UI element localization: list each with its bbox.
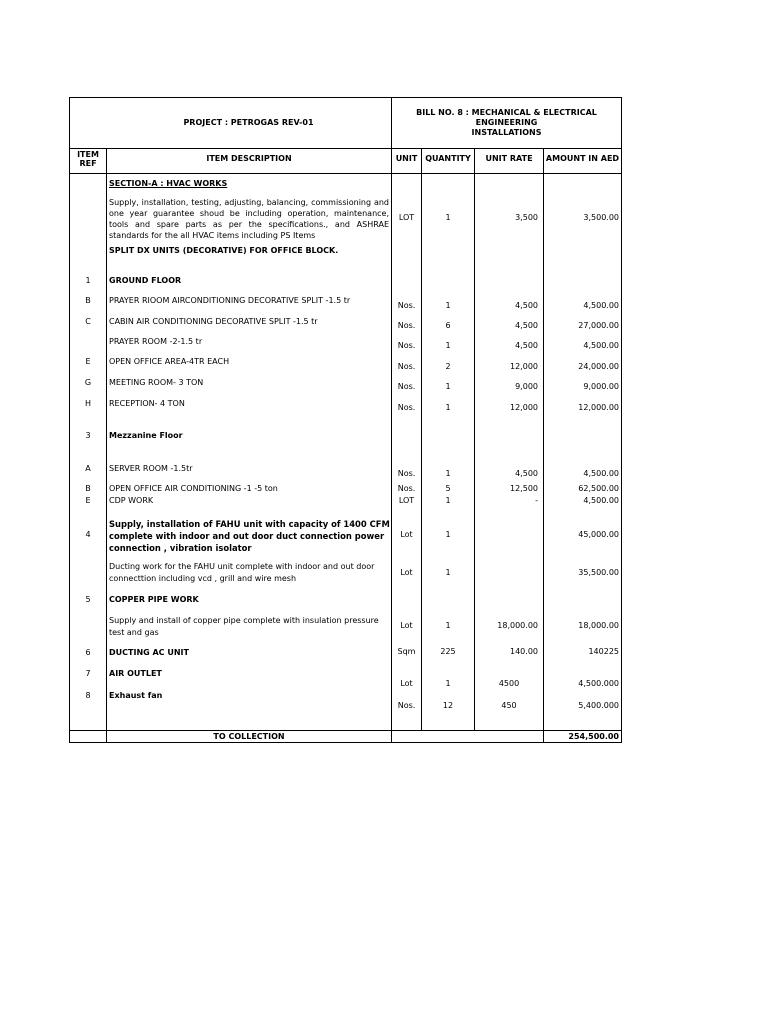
copper-title: COPPER PIPE WORK xyxy=(109,595,199,604)
mz-item-2-qty: 5 xyxy=(445,484,451,493)
gf-item-6-unit: Nos. xyxy=(397,403,416,412)
air-outlet-qty: 1 xyxy=(445,679,451,688)
bill-title-line-1: BILL NO. 8 : MECHANICAL & ELECTRICAL xyxy=(416,108,597,117)
air-outlet-unit: Lot xyxy=(400,679,413,688)
ground-floor-title: GROUND FLOOR xyxy=(109,276,182,285)
gf-item-1-desc: PRAYER RIOOM AIRCONDITIONING DECORATIVE SPLIT -1.5 tr xyxy=(109,296,351,305)
mezzanine-title: Mezzanine Floor xyxy=(109,431,183,440)
mz-item-2-unit: Nos. xyxy=(397,484,416,493)
mz-item-1-amount: 4,500.00 xyxy=(583,469,619,478)
gf-item-3-qty: 1 xyxy=(445,341,451,350)
fahu-line-2: complete with indoor and out door duct connection power xyxy=(109,531,385,541)
mz-item-1-qty: 1 xyxy=(445,469,451,478)
gf-item-6-amount: 12,000.00 xyxy=(578,403,619,412)
gf-item-2-amount: 27,000.00 xyxy=(578,321,619,330)
fahu-line-3: connection , vibration isolator xyxy=(109,543,252,553)
collection-total: 254,500.00 xyxy=(568,732,619,741)
ducting-work-qty: 1 xyxy=(445,568,451,577)
mz-item-3-qty: 1 xyxy=(445,496,451,505)
gf-item-5-desc: MEETING ROOM- 3 TON xyxy=(109,378,204,387)
copper-line-2: test and gas xyxy=(109,628,159,637)
supply-rate: 3,500 xyxy=(515,213,538,222)
divider-qty-rate xyxy=(474,148,475,730)
gf-item-6-qty: 1 xyxy=(445,403,451,412)
ducting-work-line-1: Ducting work for the FAHU unit complete with indoor and out door xyxy=(109,562,375,571)
gf-item-2-unit: Nos. xyxy=(397,321,416,330)
fahu-ref: 4 xyxy=(85,530,91,539)
col-item-description: ITEM DESCRIPTION xyxy=(206,154,292,163)
gf-item-5-unit: Nos. xyxy=(397,382,416,391)
gf-item-4-rate: 12,000 xyxy=(510,362,538,371)
to-collection-label: TO COLLECTION xyxy=(213,732,285,741)
col-unit-rate: UNIT RATE xyxy=(485,154,533,163)
fahu-amount: 45,000.00 xyxy=(578,530,619,539)
footer-divider xyxy=(70,730,621,731)
exhaust-ref: 8 xyxy=(85,691,91,700)
ducting-ac-unit: Sqm xyxy=(397,647,416,656)
gf-item-2-rate: 4,500 xyxy=(515,321,538,330)
copper-ref: 5 xyxy=(85,595,91,604)
fahu-unit: Lot xyxy=(400,530,413,539)
gf-item-4-ref: E xyxy=(85,357,91,366)
col-amount: AMOUNT IN AED xyxy=(545,154,620,163)
ducting-ac-title: DUCTING AC UNIT xyxy=(109,648,189,657)
divider-footer-unit xyxy=(391,730,392,742)
mz-item-2-rate: 12,500 xyxy=(510,484,538,493)
gf-item-4-amount: 24,000.00 xyxy=(578,362,619,371)
mz-item-1-rate: 4,500 xyxy=(515,469,538,478)
exhaust-unit: Nos. xyxy=(397,701,416,710)
divider-unit-qty xyxy=(421,148,422,730)
mz-item-3-ref: E xyxy=(85,496,91,505)
copper-rate: 18,000.00 xyxy=(497,621,538,630)
mezzanine-ref: 3 xyxy=(85,431,91,440)
divider-desc-unit xyxy=(391,98,392,730)
gf-item-2-qty: 6 xyxy=(445,321,451,330)
header-divider xyxy=(70,148,621,149)
gf-item-1-unit: Nos. xyxy=(397,301,416,310)
gf-item-6-desc: RECEPTION- 4 TON xyxy=(109,399,185,408)
gf-item-4-desc: OPEN OFFICE AREA-4TR EACH xyxy=(109,357,230,366)
supply-line-4: standards for the all HVAC items including PS Items xyxy=(109,231,316,240)
fahu-qty: 1 xyxy=(445,530,451,539)
supply-amount: 3,500.00 xyxy=(583,213,619,222)
mz-item-3-amount: 4,500.00 xyxy=(583,496,619,505)
mz-item-3-unit: LOT xyxy=(398,496,415,505)
mz-item-2-amount: 62,500.00 xyxy=(578,484,619,493)
ducting-work-unit: Lot xyxy=(400,568,413,577)
gf-item-5-ref: G xyxy=(84,378,92,387)
project-title: PROJECT : PETROGAS REV-01 xyxy=(183,118,314,127)
col-unit: UNIT xyxy=(395,154,418,163)
air-outlet-amount: 4,500.000 xyxy=(578,679,619,688)
gf-item-3-amount: 4,500.00 xyxy=(583,341,619,350)
col-item-ref-line-1: ITEM xyxy=(77,150,99,159)
gf-item-3-rate: 4,500 xyxy=(515,341,538,350)
copper-qty: 1 xyxy=(445,621,451,630)
exhaust-title: Exhaust fan xyxy=(109,691,163,700)
supply-line-3: tools and spare parts as per the specifications., and ASHRAE xyxy=(109,220,389,229)
gf-item-6-rate: 12,000 xyxy=(510,403,538,412)
gf-item-5-amount: 9,000.00 xyxy=(583,382,619,391)
air-outlet-ref: 7 xyxy=(85,669,91,678)
copper-line-1: Supply and install of copper pipe complete with insulation pressure xyxy=(109,616,379,625)
supply-unit: LOT xyxy=(398,213,415,222)
gf-item-3-unit: Nos. xyxy=(397,341,416,350)
ducting-ac-qty: 225 xyxy=(440,647,456,656)
gf-item-2-desc: CABIN AIR CONDITIONING DECORATIVE SPLIT -1.5 tr xyxy=(109,317,318,326)
gf-item-1-qty: 1 xyxy=(445,301,451,310)
column-header-divider xyxy=(70,173,621,174)
mz-item-1-desc: SERVER ROOM -1.5tr xyxy=(109,464,193,473)
ducting-ac-amount: 140225 xyxy=(588,647,619,656)
supply-line-2: one year guarantee shoud be including operation, maintenance, xyxy=(109,209,389,218)
supply-line-1: Supply, installation, testing, adjusting, balancing, commissioning and xyxy=(109,198,389,207)
gf-item-6-ref: H xyxy=(84,399,91,408)
bill-title-line-3: INSTALLATIONS xyxy=(471,128,542,137)
gf-item-1-rate: 4,500 xyxy=(515,301,538,310)
divider-ref-desc xyxy=(106,148,107,742)
section-a-title: SECTION-A : HVAC WORKS xyxy=(109,179,228,188)
bill-title-line-2: ENGINEERING xyxy=(475,118,538,127)
air-outlet-rate: 4500 xyxy=(498,679,520,688)
exhaust-qty: 12 xyxy=(442,701,454,710)
exhaust-rate: 450 xyxy=(501,701,517,710)
col-quantity: QUANTITY xyxy=(425,154,471,163)
ducting-ac-ref: 6 xyxy=(85,648,91,657)
copper-unit: Lot xyxy=(400,621,413,630)
gf-item-1-ref: B xyxy=(85,296,91,305)
mz-item-1-unit: Nos. xyxy=(397,469,416,478)
ground-floor-ref: 1 xyxy=(85,276,91,285)
split-dx-heading: SPLIT DX UNITS (DECORATIVE) FOR OFFICE BLOCK. xyxy=(109,246,339,255)
mz-item-3-desc: CDP WORK xyxy=(109,496,154,505)
ducting-ac-rate: 140.00 xyxy=(510,647,538,656)
fahu-line-1: Supply, installation of FAHU unit with capacity of 1400 CFM xyxy=(109,519,390,529)
bill-of-quantities-sheet xyxy=(69,97,622,743)
mz-item-1-ref: A xyxy=(85,464,91,473)
mz-item-2-ref: B xyxy=(85,484,91,493)
mz-item-2-desc: OPEN OFFICE AIR CONDITIONING -1 -5 ton xyxy=(109,484,278,493)
gf-item-2-ref: C xyxy=(85,317,91,326)
col-item-ref-line-2: REF xyxy=(79,159,97,168)
ducting-work-line-2: connecttion including vcd , grill and wire mesh xyxy=(109,574,297,583)
gf-item-1-amount: 4,500.00 xyxy=(583,301,619,310)
gf-item-4-unit: Nos. xyxy=(397,362,416,371)
gf-item-3-desc: PRAYER ROOM -2-1.5 tr xyxy=(109,337,203,346)
exhaust-amount: 5,400.000 xyxy=(578,701,619,710)
copper-amount: 18,000.00 xyxy=(578,621,619,630)
gf-item-4-qty: 2 xyxy=(445,362,451,371)
air-outlet-title: AIR OUTLET xyxy=(109,669,162,678)
supply-qty: 1 xyxy=(445,213,451,222)
gf-item-5-rate: 9,000 xyxy=(515,382,538,391)
gf-item-5-qty: 1 xyxy=(445,382,451,391)
ducting-work-amount: 35,500.00 xyxy=(578,568,619,577)
mz-item-3-rate: - xyxy=(535,496,538,505)
